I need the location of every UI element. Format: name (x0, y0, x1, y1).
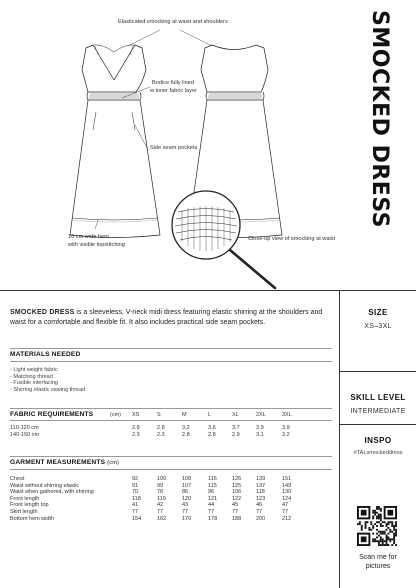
cell: 45 (232, 502, 239, 509)
cell: 3.9 (256, 425, 264, 431)
cell: 96 (208, 489, 215, 496)
cell: 126 (232, 476, 242, 482)
row-label: Waist when gathered, with shirring (10, 489, 94, 496)
annotation-smocking: Elasticated smocking at waist and shoulders (118, 19, 228, 25)
row-label: Waist without shirring elastic (10, 482, 80, 489)
size-col-header: 3XL (282, 412, 292, 418)
cell: 100 (157, 476, 167, 482)
section-rule (10, 408, 332, 409)
cell: 42 (157, 502, 164, 509)
scan-caption (340, 553, 416, 571)
cell: 115 (208, 482, 217, 489)
garment-measurements-table (10, 476, 332, 522)
cell: 200 (256, 515, 266, 522)
size-col-header: S (157, 412, 161, 418)
table-row (10, 496, 332, 503)
cell: 149 (282, 482, 292, 489)
page-title: SMOCKED DRESS (367, 10, 392, 229)
fabric-requirements-heading: FABRIC REQUIREMENTS (10, 411, 94, 418)
materials-item: - Light weight fabric (10, 367, 58, 373)
cell: 3.2 (182, 425, 190, 431)
inspo-hashtag: #TALsmockeddress (353, 450, 403, 456)
inspo-heading: INSPO (364, 436, 392, 445)
materials-heading: MATERIALS NEEDED (10, 351, 81, 358)
row-label: Chest (10, 476, 25, 482)
cell: 2.8 (157, 425, 165, 431)
right-column-rule (340, 371, 416, 372)
cell: 43 (182, 502, 189, 509)
table-row (10, 502, 332, 509)
cell: 2.3 (157, 431, 165, 438)
cell: 77 (157, 508, 164, 515)
annotation-hem-1: 10 cm wide hem (68, 234, 109, 240)
size-col-header: 2XL (256, 412, 266, 418)
table-row (10, 432, 332, 439)
cell: 77 (256, 508, 263, 515)
cell: 86 (182, 489, 189, 496)
cell: 151 (282, 476, 292, 482)
row-label: Front length top (10, 502, 49, 509)
cell: 106 (232, 489, 242, 496)
cell: 2.3 (132, 431, 140, 438)
fabric-requirements-table (10, 425, 332, 438)
cell: 125 (232, 482, 242, 489)
garment-measurements-unit: (cm) (107, 460, 120, 466)
table-row (10, 476, 332, 483)
row-label: Bottom hem width (10, 515, 55, 522)
illustration-area (0, 0, 340, 290)
title-column (348, 0, 416, 290)
table-row (10, 509, 332, 516)
intro-product-name: SMOCKED DRESS (10, 309, 75, 316)
cell: 130 (282, 489, 292, 496)
cell: 2.9 (232, 431, 240, 438)
garment-measurements-title: GARMENT MEASUREMENTS (10, 459, 106, 466)
cell: 118 (132, 495, 141, 502)
section-rule (10, 456, 332, 457)
right-column-rule (340, 424, 416, 425)
cell: 3.2 (282, 431, 290, 438)
cell: 118 (256, 489, 265, 496)
intro-text: is a sleeveless, V-neck midi dress featuring elastic shirring at the shoulders and waist for a comfortable and flexible fit. It also includes practical side seam pockets. (10, 309, 323, 327)
row-label: 140-150 cm (10, 431, 40, 438)
cell: 124 (282, 495, 292, 502)
cell: 3.9 (282, 425, 290, 431)
skill-level-heading: SKILL LEVEL (350, 393, 406, 402)
cell: 91 (132, 482, 139, 489)
cell: 2.8 (182, 431, 190, 438)
section-rule (10, 420, 332, 421)
cell: 77 (132, 508, 139, 515)
cell: 162 (157, 515, 167, 522)
annotation-pockets: Side seam pockets (150, 145, 198, 151)
qr-code-icon[interactable] (357, 506, 397, 546)
cell: 47 (282, 502, 289, 509)
cell: 44 (208, 502, 215, 509)
cell: 70 (132, 489, 139, 496)
section-rule (10, 361, 332, 362)
cell: 188 (232, 515, 242, 522)
cell: 77 (182, 508, 189, 515)
size-value: XS–3XL (364, 323, 392, 330)
cell: 2.8 (132, 425, 140, 431)
cell: 116 (208, 476, 217, 482)
cell: 122 (232, 495, 242, 502)
table-row (10, 516, 332, 523)
cell: 212 (282, 515, 292, 522)
materials-item: - Matching thread (10, 373, 53, 380)
materials-list (10, 367, 85, 393)
cell: 154 (132, 515, 142, 522)
annotation-bodice-2: w inner fabric layer (150, 88, 197, 94)
cell: 121 (208, 495, 218, 502)
cell: 3.1 (256, 431, 264, 438)
cell: 120 (182, 495, 192, 502)
row-label: 110-120 cm (10, 425, 39, 431)
cell: 77 (232, 508, 239, 515)
scan-caption-line-1: Scan me for (359, 554, 397, 561)
section-rule (10, 348, 332, 349)
annotation-hem-2: with visible topstitching (68, 242, 125, 248)
materials-item: - Fusible interfacing (10, 380, 58, 387)
cell: 78 (157, 489, 164, 496)
cell: 99 (157, 482, 164, 489)
size-col-header: M (182, 412, 187, 418)
cell: 139 (256, 476, 266, 482)
size-heading: SIZE (368, 308, 388, 317)
cell: 77 (208, 508, 215, 515)
cell: 3.6 (208, 425, 216, 431)
intro-paragraph (10, 308, 332, 328)
cell: 178 (208, 515, 218, 522)
table-row (10, 483, 332, 490)
scan-caption-line-2: pictures (365, 563, 391, 570)
cell: 108 (182, 476, 192, 482)
size-col-header: L (208, 412, 212, 418)
cell: 107 (182, 482, 192, 489)
materials-item: - Shirring elastic sewing thread (10, 386, 86, 393)
row-label: Front length (10, 495, 40, 502)
cell: 41 (132, 502, 139, 509)
table-row (10, 425, 332, 432)
row-label: Skirt length (10, 508, 38, 515)
cell: 119 (157, 495, 166, 502)
cell: 3.7 (232, 425, 240, 431)
fabric-requirements-header (10, 411, 332, 419)
annotation-closeup: Close-up view of smocking at waist (248, 236, 336, 242)
size-col-header: XL (232, 412, 239, 418)
garment-measurements-heading (10, 459, 119, 466)
section-rule (10, 469, 332, 470)
cell: 92 (132, 476, 139, 482)
cell: 77 (282, 508, 289, 515)
annotation-bodice-1: Bodice fully lined (152, 80, 194, 86)
table-row (10, 489, 332, 496)
fabric-requirements-unit: (cm) (110, 412, 121, 418)
cell: 46 (256, 502, 263, 509)
cell: 137 (256, 482, 266, 489)
cell: 123 (256, 495, 266, 502)
size-col-header: XS (132, 412, 140, 418)
cell: 2.8 (208, 431, 216, 438)
skill-level-value: INTERMEDIATE (350, 408, 406, 415)
cell: 170 (182, 515, 192, 522)
horizontal-divider (0, 290, 416, 291)
